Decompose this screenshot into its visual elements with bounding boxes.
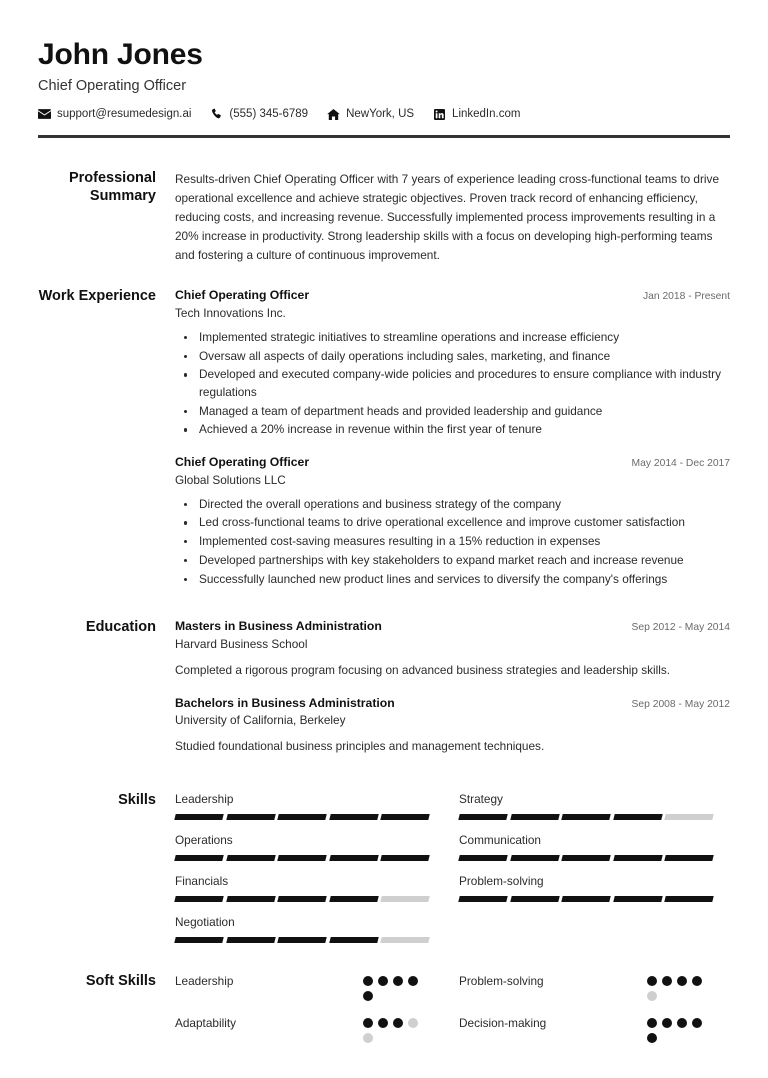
- summary-body: [175, 170, 730, 266]
- skill-level-bar: [459, 814, 713, 820]
- skill-level-bar: [175, 855, 429, 861]
- skill-name: Financials: [175, 873, 229, 888]
- skill-bar-segment: [329, 855, 378, 861]
- education-body: [175, 619, 730, 756]
- skills-body: [175, 792, 730, 943]
- skill-item: [175, 874, 429, 902]
- contact-text: LinkedIn.com: [452, 108, 521, 121]
- soft-skill-dot-meter: [363, 1015, 429, 1043]
- experience-bullet-list: [175, 329, 730, 439]
- soft-skill-dot: [662, 976, 672, 986]
- skill-bar-segment: [174, 896, 223, 902]
- experience-entry: [175, 288, 730, 439]
- experience-organization: Tech Innovations Inc.: [175, 306, 286, 321]
- skill-level-bar: [459, 896, 713, 902]
- header-divider: [38, 135, 730, 138]
- skill-bar-segment: [665, 855, 714, 861]
- section-work-experience: [38, 288, 730, 589]
- soft-skill-dot: [662, 1018, 672, 1028]
- skill-level-bar: [175, 896, 429, 902]
- skill-bar-segment: [561, 896, 610, 902]
- skill-bar-segment: [561, 855, 610, 861]
- experience-entry: [175, 455, 730, 588]
- education-degree: Bachelors in Business Administration: [175, 695, 395, 710]
- soft-skill-name: Leadership: [175, 973, 234, 988]
- skill-bar-segment: [277, 855, 326, 861]
- soft-skill-dot: [363, 1033, 373, 1043]
- education-entry-head: [175, 619, 730, 635]
- experience-role: Chief Operating Officer: [175, 288, 310, 303]
- skill-item: [459, 874, 713, 902]
- skill-bar-segment: [174, 855, 223, 861]
- experience-bullet: Managed a team of department heads and provided leadership and guidance: [175, 403, 730, 421]
- candidate-name: John Jones: [38, 38, 203, 71]
- skill-name: Communication: [459, 832, 541, 847]
- experience-bullet: Achieved a 20% increase in revenue within the first year of tenure: [175, 421, 730, 439]
- contact-row: [38, 108, 730, 121]
- soft-skills-body: [175, 973, 730, 1057]
- soft-skills-column-right: [459, 973, 713, 1057]
- contact-item[interactable]: [210, 108, 308, 121]
- skill-bar-segment: [226, 855, 275, 861]
- skill-bar-segment: [329, 937, 378, 943]
- soft-skill-dot: [647, 1018, 657, 1028]
- experience-bullet: Directed the overall operations and business strategy of the company: [175, 496, 730, 514]
- skill-level-bar: [459, 855, 713, 861]
- skill-bar-segment: [510, 814, 559, 820]
- envelope-icon: [38, 108, 51, 121]
- skill-bar-segment: [613, 814, 662, 820]
- skill-bar-segment: [458, 814, 507, 820]
- skill-item: [175, 792, 429, 820]
- soft-skill-dot: [378, 976, 388, 986]
- experience-role: Chief Operating Officer: [175, 455, 310, 470]
- contact-text: support@resumedesign.ai: [57, 108, 192, 121]
- experience-organization: Global Solutions LLC: [175, 473, 286, 488]
- skill-bar-segment: [226, 937, 275, 943]
- skill-bar-segment: [458, 855, 507, 861]
- skill-bar-segment: [381, 814, 430, 820]
- soft-skill-dot-meter: [363, 973, 429, 1001]
- section-label-experience: Work Experience: [38, 288, 156, 305]
- skill-bar-segment: [613, 855, 662, 861]
- education-entry-head: [175, 696, 730, 712]
- skill-bar-segment: [510, 896, 559, 902]
- soft-skill-dot-meter: [647, 973, 713, 1001]
- experience-bullet: Successfully launched new product lines and services to diversify the company's offerings: [175, 571, 730, 589]
- soft-skill-name: Problem-solving: [459, 973, 544, 988]
- experience-bullet-list: [175, 496, 730, 588]
- soft-skill-dot: [677, 1018, 687, 1028]
- soft-skill-item: [175, 973, 429, 1001]
- soft-skill-dot: [692, 1018, 702, 1028]
- linkedin-icon: [433, 108, 446, 121]
- education-degree: Masters in Business Administration: [175, 619, 382, 634]
- section-label-soft-skills: Soft Skills: [85, 972, 156, 989]
- contact-item[interactable]: [38, 108, 191, 121]
- section-education: [38, 619, 730, 756]
- education-school: University of California, Berkeley: [175, 713, 346, 728]
- soft-skill-dot: [363, 1018, 373, 1028]
- soft-skills-grid: [175, 973, 730, 1057]
- section-skills: [38, 792, 730, 943]
- education-date: Sep 2012 - May 2014: [631, 622, 730, 634]
- section-professional-summary: [38, 170, 730, 266]
- experience-date: May 2014 - Dec 2017: [631, 458, 730, 470]
- skill-bar-segment: [329, 814, 378, 820]
- skill-name: Leadership: [175, 791, 234, 806]
- soft-skill-item: [459, 973, 713, 1001]
- contact-item[interactable]: [433, 108, 520, 121]
- soft-skill-dot-meter: [647, 1015, 713, 1043]
- skill-bar-segment: [226, 896, 275, 902]
- skills-column-right: [459, 792, 713, 943]
- skill-bar-segment: [277, 937, 326, 943]
- skill-name: Problem-solving: [459, 873, 544, 888]
- summary-text: Results-driven Chief Operating Officer with 7 years of experience leading cross-functional teams to drive operational excellence and achieve strategic objectives. Proven track record of enhancing efficiency, reducing costs, and increasing revenue. Successfully implemented process improvements resulting in a 20% increase in productivity. Strong leadership skills with a focus on developing high-performing teams and fostering a culture of continuous improvement.: [175, 171, 720, 263]
- education-date: Sep 2008 - May 2012: [631, 698, 730, 710]
- skill-bar-segment: [381, 896, 430, 902]
- skill-bar-segment: [381, 855, 430, 861]
- soft-skill-dot: [647, 976, 657, 986]
- skill-bar-segment: [174, 937, 223, 943]
- experience-bullet: Implemented cost-saving measures resulting in a 15% reduction in expenses: [175, 533, 730, 551]
- resume-header: [38, 0, 730, 121]
- soft-skill-name: Decision-making: [459, 1015, 547, 1030]
- experience-bullet: Oversaw all aspects of daily operations including sales, marketing, and finance: [175, 348, 730, 366]
- skill-item: [175, 915, 429, 943]
- experience-bullet: Implemented strategic initiatives to streamline operations and increase efficiency: [175, 329, 730, 347]
- education-entry: [175, 696, 730, 756]
- skill-item: [459, 792, 713, 820]
- experience-body: [175, 288, 730, 589]
- contact-text: NewYork, US: [346, 108, 415, 121]
- skill-bar-segment: [174, 814, 223, 820]
- section-label-summary: Professional Summary: [68, 169, 156, 204]
- section-label-education: Education: [85, 619, 156, 636]
- soft-skill-dot: [378, 1018, 388, 1028]
- skill-name: Operations: [175, 832, 233, 847]
- experience-bullet: Led cross-functional teams to drive operational excellence and improve customer satisfaction: [175, 514, 730, 532]
- skill-bar-segment: [665, 814, 714, 820]
- skill-item: [175, 833, 429, 861]
- contact-item[interactable]: [327, 108, 414, 121]
- skill-level-bar: [175, 814, 429, 820]
- soft-skill-dot: [677, 976, 687, 986]
- education-school: Harvard Business School: [175, 637, 308, 652]
- skill-bar-segment: [665, 896, 714, 902]
- education-description: Completed a rigorous program focusing on advanced business strategies and leadership skills.: [175, 662, 671, 677]
- soft-skill-dot: [363, 976, 373, 986]
- skill-bar-segment: [226, 814, 275, 820]
- skill-bar-segment: [277, 814, 326, 820]
- soft-skill-dot: [647, 1033, 657, 1043]
- skills-column-left: [175, 792, 429, 943]
- skill-bar-segment: [277, 896, 326, 902]
- experience-date: Jan 2018 - Present: [642, 291, 730, 303]
- soft-skill-item: [459, 1015, 713, 1043]
- experience-bullet: Developed and executed company-wide policies and procedures to ensure compliance with industry regulations: [175, 366, 730, 401]
- soft-skill-dot: [647, 991, 657, 1001]
- experience-bullet: Developed partnerships with key stakeholders to expand market reach and increase revenue: [175, 552, 730, 570]
- skill-name: Strategy: [459, 791, 503, 806]
- skill-bar-segment: [561, 814, 610, 820]
- soft-skill-name: Adaptability: [175, 1015, 236, 1030]
- education-entry: [175, 619, 730, 679]
- soft-skill-dot: [692, 976, 702, 986]
- soft-skill-dot: [363, 991, 373, 1001]
- soft-skill-dot: [393, 1018, 403, 1028]
- skills-grid: [175, 792, 730, 943]
- section-label-skills: Skills: [118, 791, 156, 808]
- experience-entry-head: [175, 455, 730, 471]
- soft-skill-dot: [408, 1018, 418, 1028]
- soft-skill-item: [175, 1015, 429, 1043]
- skill-bar-segment: [458, 896, 507, 902]
- skill-bar-segment: [613, 896, 662, 902]
- experience-entry-head: [175, 288, 730, 304]
- home-icon: [327, 108, 340, 121]
- skill-bar-segment: [329, 896, 378, 902]
- section-soft-skills: [38, 973, 730, 1057]
- phone-icon: [210, 108, 223, 121]
- soft-skill-dot: [393, 976, 403, 986]
- skill-name: Negotiation: [175, 914, 235, 929]
- skill-level-bar: [175, 937, 429, 943]
- soft-skill-dot: [408, 976, 418, 986]
- skill-bar-segment: [381, 937, 430, 943]
- contact-text: (555) 345-6789: [229, 108, 309, 121]
- education-description: Studied foundational business principles and management techniques.: [175, 739, 545, 754]
- skill-bar-segment: [510, 855, 559, 861]
- skill-item: [459, 833, 713, 861]
- soft-skills-column-left: [175, 973, 429, 1057]
- candidate-job-title: Chief Operating Officer: [38, 77, 187, 94]
